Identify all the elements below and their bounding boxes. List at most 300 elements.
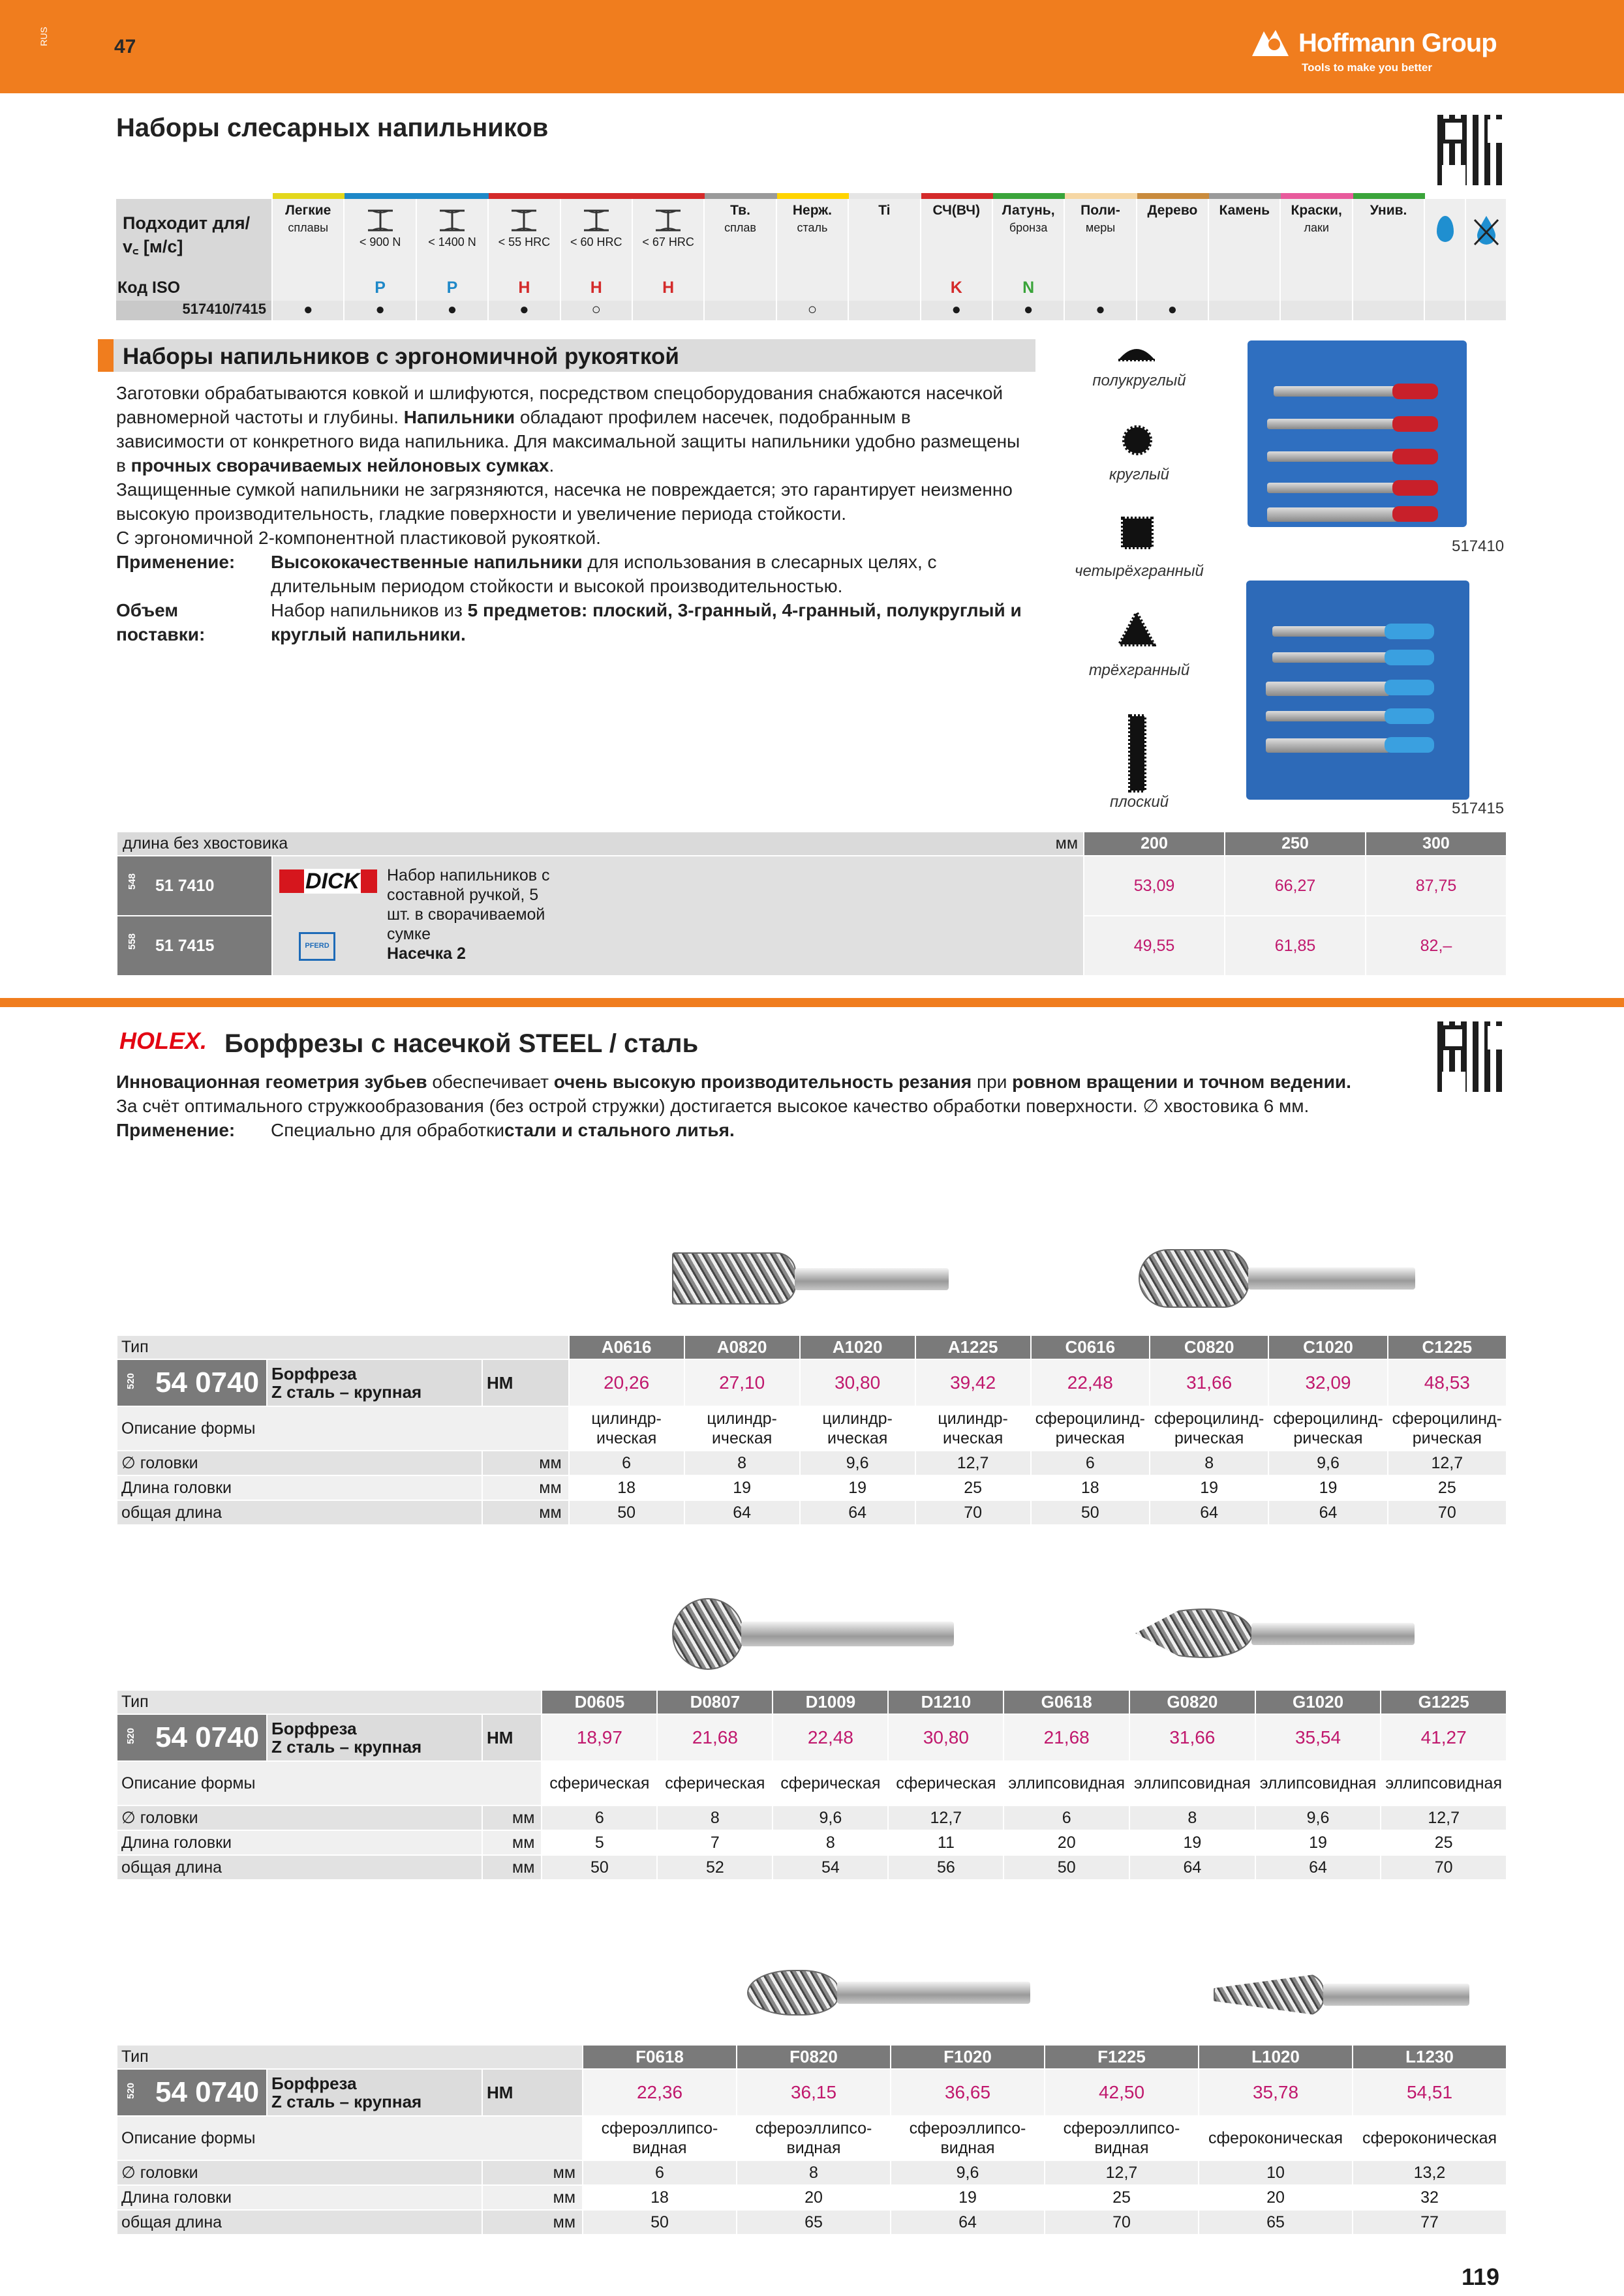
shape-cell: сферическая	[888, 1761, 1004, 1805]
unit-label: мм	[482, 2185, 583, 2210]
type-code: L1020	[1199, 2046, 1353, 2069]
bur-spec-table	[116, 1336, 1507, 1526]
file-profile-flat-icon	[1126, 714, 1148, 793]
type-code: D0807	[657, 1691, 773, 1714]
unit-label: мм	[482, 1855, 542, 1880]
matrix-article-label: 517410/7415	[116, 301, 272, 320]
unit-label: мм	[482, 1475, 569, 1500]
price-cell: 42,50	[1045, 2069, 1199, 2116]
type-code: G1020	[1255, 1691, 1381, 1714]
bur-spec-table	[116, 1691, 1507, 1881]
price-cell: 31,66	[1129, 1714, 1255, 1761]
iso-code-cell: N	[992, 277, 1064, 301]
shape-cell: цилиндр-ическая	[915, 1406, 1031, 1451]
type-code: F0820	[737, 2046, 891, 2069]
suitability-dot	[1353, 301, 1424, 320]
brand-logo-icon	[1249, 26, 1291, 59]
material-label: Унив.	[1370, 203, 1407, 218]
material-col-header	[776, 196, 848, 277]
hlen-cell: 19	[1255, 1830, 1381, 1855]
type-label: Тип	[117, 1691, 542, 1714]
price-cell: 49,55	[1084, 916, 1225, 976]
dia-cell: 9,6	[773, 1805, 888, 1830]
price-cell: 27,10	[684, 1359, 800, 1406]
price-cell: 35,78	[1199, 2069, 1353, 2116]
hlen-cell: 32	[1353, 2185, 1507, 2210]
total-cell: 64	[1129, 1855, 1255, 1880]
article-number[interactable]: 520 54 0740	[117, 2069, 267, 2116]
iso-code-cell: H	[488, 277, 560, 301]
section-divider	[0, 998, 1624, 1007]
shape-label: Описание формы	[117, 2116, 583, 2160]
dick-logo-icon: DICK	[279, 869, 377, 893]
material-col-header	[1353, 196, 1424, 277]
bur-description-cell: Борфреза Z сталь – крупная	[267, 2069, 482, 2116]
price-cell: 35,54	[1255, 1714, 1381, 1761]
material-code: HM	[482, 1714, 542, 1761]
material-label: Нерж.	[792, 203, 832, 218]
total-cell: 64	[891, 2210, 1045, 2235]
hlen-label: Длина головки	[117, 2185, 482, 2210]
type-code: C0616	[1031, 1336, 1150, 1359]
suitability-dot: ○	[560, 301, 632, 320]
dia-cell: 9,6	[1255, 1805, 1381, 1830]
iso-code-cell: H	[560, 277, 632, 301]
material-col-header	[1064, 196, 1136, 277]
material-label: Легкие	[285, 203, 331, 218]
shape-label-triangle: трёхгранный	[1088, 661, 1190, 679]
type-code: A1020	[800, 1336, 915, 1359]
unit-label: мм	[482, 2160, 583, 2185]
shape-cell: сфероцилинд-рическая	[1268, 1406, 1387, 1451]
price-cell: 20,26	[569, 1359, 684, 1406]
material-label: Латунь,	[1002, 203, 1055, 218]
total-cell: 70	[1388, 1500, 1507, 1525]
price-cell: 18,97	[542, 1714, 657, 1761]
hlen-cell: 20	[1199, 2185, 1353, 2210]
hlen-label: Длина головки	[117, 1830, 482, 1855]
bur-spec-table	[116, 2046, 1507, 2235]
material-label: Дерево	[1147, 203, 1198, 218]
shape-cell: эллипсовидная	[1255, 1761, 1381, 1805]
shape-label: Описание формы	[117, 1406, 569, 1451]
material-sublabel: < 67 HRC	[642, 235, 694, 249]
hlen-cell: 25	[1045, 2185, 1199, 2210]
hlen-cell: 19	[684, 1475, 800, 1500]
bur-spheroconical-image	[1214, 1973, 1475, 2016]
shape-cell: цилиндр-ическая	[800, 1406, 915, 1451]
suitability-dot	[632, 301, 704, 320]
file-profile-half-round-icon	[1117, 343, 1156, 361]
price-cell: 61,85	[1225, 916, 1366, 976]
total-cell: 77	[1353, 2210, 1507, 2235]
hlen-cell: 25	[1381, 1830, 1507, 1855]
side-language-label: RUS	[38, 27, 49, 46]
iso-code-cell: K	[921, 277, 992, 301]
length-header-label: длина без хвостовика мм	[117, 832, 1084, 856]
bur-description-cell: Борфреза Z сталь – крупная	[267, 1359, 482, 1406]
dia-cell: 6	[569, 1451, 684, 1475]
ibeam-icon	[418, 208, 486, 233]
material-sublabel: лаки	[1304, 221, 1329, 234]
total-label: общая длина	[117, 1855, 482, 1880]
dia-cell: 8	[684, 1451, 800, 1475]
shape-label-flat: плоский	[1109, 793, 1169, 811]
matrix-lead-label: Подходит для/ v꜀ [м/с]	[116, 196, 272, 277]
total-cell: 64	[1255, 1855, 1381, 1880]
dia-cell: 6	[583, 2160, 737, 2185]
price-cell: 36,15	[737, 2069, 891, 2116]
hlen-cell: 19	[1150, 1475, 1268, 1500]
price-cell: 31,66	[1150, 1359, 1268, 1406]
dia-cell: 6	[1004, 1805, 1129, 1830]
material-sublabel: сталь	[797, 221, 828, 234]
type-code: D0605	[542, 1691, 657, 1714]
unit-label: мм	[482, 1500, 569, 1525]
shape-cell: сферическая	[542, 1761, 657, 1805]
total-cell: 52	[657, 1855, 773, 1880]
ibeam-icon	[346, 208, 414, 233]
shape-cell: эллипсовидная	[1129, 1761, 1255, 1805]
iso-code-cell	[776, 277, 848, 301]
dia-cell: 8	[737, 2160, 891, 2185]
shape-cell: сфероцилинд-рическая	[1388, 1406, 1507, 1451]
type-code: F0618	[583, 2046, 737, 2069]
material-label: Камень	[1219, 203, 1270, 218]
shape-cell: сфероконическая	[1353, 2116, 1507, 2160]
suitability-dot	[1280, 301, 1352, 320]
dia-cell: 10	[1199, 2160, 1353, 2185]
total-cell: 64	[684, 1500, 800, 1525]
drop-icon	[1424, 196, 1465, 277]
price-cell: 22,36	[583, 2069, 737, 2116]
total-cell: 64	[1268, 1500, 1387, 1525]
dia-cell: 12,7	[915, 1451, 1031, 1475]
page-number-left: 47	[114, 36, 136, 57]
price-cell: 30,80	[800, 1359, 915, 1406]
hlen-cell: 19	[1268, 1475, 1387, 1500]
unit-label: мм	[482, 2210, 583, 2235]
suitability-dot	[848, 301, 920, 320]
bur-description: Инновационная геометрия зубьев обеспечивает очень высокую производительность резания при ровном вращении и точном ведении. За счёт оптимального стружкообразования (без острой стружки) достигается высокое качество обработки поверхности. ∅ хвостовика 6 мм. Применение: Специально для обработки стали и стального литья.	[116, 1072, 1351, 1140]
total-cell: 64	[800, 1500, 915, 1525]
iso-code-cell: P	[344, 277, 416, 301]
shape-cell: цилиндр-ическая	[684, 1406, 800, 1451]
suitability-dot: ●	[992, 301, 1064, 320]
dia-cell: 13,2	[1353, 2160, 1507, 2185]
hlen-cell: 25	[915, 1475, 1031, 1500]
ibeam-icon	[490, 208, 558, 233]
shape-cell: сфероэллипсо-видная	[583, 2116, 737, 2160]
material-col-header	[704, 196, 776, 277]
material-sublabel: сплав	[724, 221, 756, 234]
total-label: общая длина	[117, 2210, 482, 2235]
type-code: C1020	[1268, 1336, 1387, 1359]
iso-code-cell	[1280, 277, 1352, 301]
type-code: G0820	[1129, 1691, 1255, 1714]
total-cell: 50	[542, 1855, 657, 1880]
price-cell: 66,27	[1225, 856, 1366, 916]
price-cell: 87,75	[1366, 856, 1507, 916]
total-cell: 64	[1150, 1500, 1268, 1525]
shape-cell: цилиндр-ическая	[569, 1406, 684, 1451]
suitability-dot: ○	[776, 301, 848, 320]
type-label: Тип	[117, 1336, 569, 1359]
dia-cell: 6	[1031, 1451, 1150, 1475]
material-col-header	[1280, 196, 1352, 277]
dia-cell: 12,7	[1045, 2160, 1199, 2185]
total-cell: 50	[1031, 1500, 1150, 1525]
brand-tagline: Tools to make you better	[1302, 61, 1432, 74]
material-sublabel: < 60 HRC	[570, 235, 622, 249]
file-set-price-table	[116, 831, 1507, 976]
type-code: F1020	[891, 2046, 1045, 2069]
material-sublabel: бронза	[1009, 221, 1048, 234]
type-code: F1225	[1045, 2046, 1199, 2069]
dia-label: ∅ головки	[117, 1451, 482, 1475]
dia-cell: 12,7	[888, 1805, 1004, 1830]
dia-cell: 8	[1150, 1451, 1268, 1475]
file-set-image-517415	[1246, 581, 1469, 800]
photo-ref-517415: 517415	[1452, 800, 1505, 817]
dia-label: ∅ головки	[117, 2160, 482, 2185]
hlen-cell: 5	[542, 1830, 657, 1855]
shape-cell: сфероцилинд-рическая	[1150, 1406, 1268, 1451]
suitability-dot: ●	[1064, 301, 1136, 320]
shape-cell: сферическая	[657, 1761, 773, 1805]
shape-label-half-round: полукруглый	[1092, 372, 1186, 389]
empty-cell	[1465, 301, 1507, 320]
suitability-dot	[704, 301, 776, 320]
subsection-header: Наборы напильников с эргономичной рукояткой	[98, 339, 1035, 372]
file-profile-triangle-icon	[1117, 611, 1156, 647]
price-cell: 36,65	[891, 2069, 1045, 2116]
application-row: Применение: Высококачественные напильники для использования в слесарных целях, с длительным периодом стойкости и высокой производительностью.	[116, 552, 937, 596]
ibeam-icon	[634, 208, 702, 233]
file-profile-round-icon	[1121, 424, 1154, 457]
material-label: Тв.	[730, 203, 750, 218]
material-col-header	[921, 196, 992, 277]
type-code: L1230	[1353, 2046, 1507, 2069]
type-code: G0618	[1004, 1691, 1129, 1714]
ibeam-icon	[562, 208, 630, 233]
total-cell: 70	[1381, 1855, 1507, 1880]
price-cell: 39,42	[915, 1359, 1031, 1406]
length-col-250: 250	[1225, 832, 1366, 856]
price-cell: 48,53	[1388, 1359, 1507, 1406]
material-col-header	[1137, 196, 1208, 277]
price-cell: 22,48	[773, 1714, 888, 1761]
price-cell: 54,51	[1353, 2069, 1507, 2116]
total-cell: 50	[569, 1500, 684, 1525]
description-para2: Защищенные сумкой напильники не загрязняются, насечка не повреждается; это гарантирует неизменно высокую производительность, гладкие поверхности и увеличение периода стойкости.	[116, 479, 1013, 524]
description-para3: С эргономичной 2-компонентной пластиковой рукояткой.	[116, 528, 601, 548]
shape-cell: сфероконическая	[1199, 2116, 1353, 2160]
suitability-dot: ●	[416, 301, 488, 320]
iso-code-cell	[1064, 277, 1136, 301]
total-cell: 70	[1045, 2210, 1199, 2235]
scope-row: Объем поставки: Набор напильников из 5 предметов: плоский, 3-гранный, 4-гранный, полукруглый и круглый напильники.	[116, 600, 1022, 644]
material-sublabel: меры	[1085, 221, 1116, 234]
article-number[interactable]: 558 51 7415	[117, 916, 272, 976]
total-cell: 70	[915, 1500, 1031, 1525]
iso-code-cell: H	[632, 277, 704, 301]
price-cell: 21,68	[1004, 1714, 1129, 1761]
shape-label: Описание формы	[117, 1761, 542, 1805]
hlen-cell: 11	[888, 1830, 1004, 1855]
type-code: A1225	[915, 1336, 1031, 1359]
type-code: G1225	[1381, 1691, 1507, 1714]
dia-cell: 12,7	[1388, 1451, 1507, 1475]
hlen-cell: 20	[737, 2185, 891, 2210]
qr-code-icon[interactable]	[1437, 115, 1508, 185]
material-col-header	[848, 196, 920, 277]
hlen-cell: 8	[773, 1830, 888, 1855]
suitability-dot: ●	[488, 301, 560, 320]
bur-description-cell: Борфреза Z сталь – крупная	[267, 1714, 482, 1761]
bur-spherocylindrical-image	[1139, 1249, 1419, 1308]
dia-cell: 9,6	[891, 2160, 1045, 2185]
bur-cylindrical-image	[672, 1252, 953, 1305]
description-block	[116, 381, 1023, 646]
price-cell: 32,09	[1268, 1359, 1387, 1406]
shape-cell: сфероцилинд-рическая	[1031, 1406, 1150, 1451]
material-col-header	[488, 196, 560, 277]
shape-cell: сфероэллипсо-видная	[737, 2116, 891, 2160]
price-cell: 22,48	[1031, 1359, 1150, 1406]
material-col-header	[1208, 196, 1280, 277]
shape-cell: сфероэллипсо-видная	[1045, 2116, 1199, 2160]
bur-spherical-image	[672, 1598, 959, 1670]
suitability-dot	[1208, 301, 1280, 320]
type-code: C0820	[1150, 1336, 1268, 1359]
section2-title: Борфрезы с насечкой STEEL / сталь	[224, 1029, 699, 1058]
iso-label: Код ISO	[116, 277, 272, 301]
total-cell: 56	[888, 1855, 1004, 1880]
bur-sphero-ellipsoid-image	[747, 1970, 1034, 2016]
iso-code-cell	[1353, 277, 1424, 301]
no-coolant-icon	[1465, 196, 1507, 277]
article-number[interactable]: 520 54 0740	[117, 1359, 267, 1406]
shape-label-round: круглый	[1109, 466, 1169, 483]
empty-cell	[1465, 277, 1507, 301]
iso-code-cell	[1137, 277, 1208, 301]
empty-cell	[1424, 277, 1465, 301]
material-sublabel: < 55 HRC	[498, 235, 551, 249]
shape-cell: сферическая	[773, 1761, 888, 1805]
dia-label: ∅ головки	[117, 1805, 482, 1830]
suitability-dot: ●	[921, 301, 992, 320]
material-col-header	[992, 196, 1064, 277]
hlen-cell: 18	[569, 1475, 684, 1500]
type-code: A0616	[569, 1336, 684, 1359]
unit-label: мм	[482, 1830, 542, 1855]
description-para1: Заготовки обрабатываются ковкой и шлифуются, посредством спецоборудования снабжаются насечкой равномерной частоты и глубины. Напильники обладают профилем насечек, подобранным в зависимости от конкретного вида напильника. Для максимальной защиты напильники удобно размещены в прочных сворачиваемых нейлоновых сумках.	[116, 383, 1020, 476]
material-matrix	[116, 193, 1507, 320]
hlen-cell: 18	[1031, 1475, 1150, 1500]
iso-code-cell	[848, 277, 920, 301]
product-description-cell	[272, 856, 1084, 976]
hlen-cell: 20	[1004, 1830, 1129, 1855]
price-cell: 30,80	[888, 1714, 1004, 1761]
dia-cell: 8	[1129, 1805, 1255, 1830]
photo-ref-517410: 517410	[1452, 537, 1505, 555]
hlen-cell: 18	[583, 2185, 737, 2210]
hlen-cell: 19	[891, 2185, 1045, 2210]
section1-title: Наборы слесарных напильников	[116, 113, 549, 142]
unit-label: мм	[482, 1805, 542, 1830]
shape-cell: эллипсовидная	[1004, 1761, 1129, 1805]
material-sublabel: сплавы	[288, 221, 329, 234]
iso-code-cell: P	[416, 277, 488, 301]
page-number-right: 119	[1462, 2263, 1500, 2290]
iso-code-cell	[272, 277, 344, 301]
bur-ellipsoid-image	[1135, 1609, 1422, 1658]
dia-cell: 12,7	[1381, 1805, 1507, 1830]
dia-cell: 9,6	[1268, 1451, 1387, 1475]
material-code: HM	[482, 2069, 583, 2116]
material-code: HM	[482, 1359, 569, 1406]
type-code: D1210	[888, 1691, 1004, 1714]
dia-cell: 8	[657, 1805, 773, 1830]
hlen-label: Длина головки	[117, 1475, 482, 1500]
material-col-header	[416, 196, 488, 277]
shape-label-square: четырёхгранный	[1075, 562, 1204, 580]
dia-cell: 9,6	[800, 1451, 915, 1475]
suitability-dot: ●	[1137, 301, 1208, 320]
material-sublabel: < 900 N	[359, 235, 401, 249]
material-sublabel: < 1400 N	[428, 235, 476, 249]
price-cell: 21,68	[657, 1714, 773, 1761]
type-code: C1225	[1388, 1336, 1507, 1359]
dia-cell: 6	[542, 1805, 657, 1830]
hlen-cell: 19	[800, 1475, 915, 1500]
article-number[interactable]: 548 51 7410	[117, 856, 272, 916]
type-label: Тип	[117, 2046, 583, 2069]
type-code: A0820	[684, 1336, 800, 1359]
suitability-dot: ●	[344, 301, 416, 320]
file-set-image-517410	[1248, 340, 1467, 527]
material-col-header	[560, 196, 632, 277]
total-cell: 65	[1199, 2210, 1353, 2235]
suitability-dot: ●	[272, 301, 344, 320]
material-col-header	[632, 196, 704, 277]
iso-code-cell	[1208, 277, 1280, 301]
brand-name: Hoffmann Group	[1298, 29, 1497, 57]
hlen-cell: 7	[657, 1830, 773, 1855]
total-cell: 50	[1004, 1855, 1129, 1880]
type-code: D1009	[773, 1691, 888, 1714]
holex-logo: HOLEX.	[119, 1027, 207, 1054]
length-col-300: 300	[1366, 832, 1507, 856]
material-label: СЧ(ВЧ)	[932, 203, 980, 218]
material-label: Краски,	[1291, 203, 1342, 218]
material-col-header	[344, 196, 416, 277]
article-number[interactable]: 520 54 0740	[117, 1714, 267, 1761]
price-cell: 41,27	[1381, 1714, 1507, 1761]
total-cell: 65	[737, 2210, 891, 2235]
pferd-logo-icon: PFERD	[299, 932, 335, 961]
material-label: Ti	[878, 203, 891, 218]
material-col-header	[272, 196, 344, 277]
empty-cell	[1424, 301, 1465, 320]
total-cell: 54	[773, 1855, 888, 1880]
material-label: Поли-	[1080, 203, 1120, 218]
file-profile-square-icon	[1120, 515, 1155, 551]
hlen-cell: 19	[1129, 1830, 1255, 1855]
shape-cell: сфероэллипсо-видная	[891, 2116, 1045, 2160]
iso-code-cell	[704, 277, 776, 301]
